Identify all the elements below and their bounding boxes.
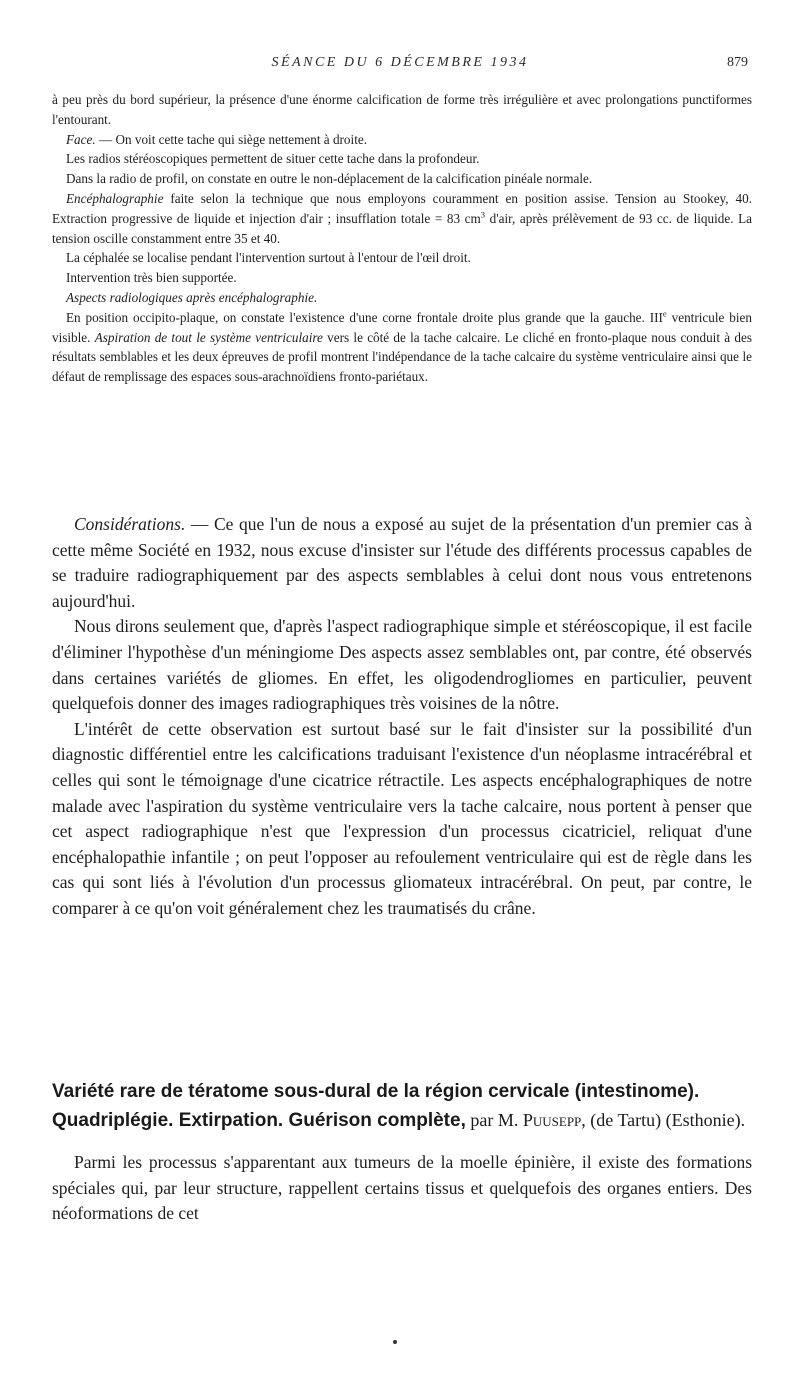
paragraph xyxy=(52,512,752,614)
paragraph: Parmi les processus s'apparentant aux tumeurs de la moelle épinière, il existe des formations spéciales qui, par leur structure, rappellent certains tissus et quelquefois des organes entiers. Des néoformations de cet xyxy=(52,1152,752,1224)
paragraph: Les radios stéréoscopiques permettent de situer cette tache dans la profondeur. xyxy=(66,151,480,167)
paragraph: Intervention très bien supportée. xyxy=(66,270,237,286)
paragraph-text: — Ce que l'un de nous a exposé au sujet de la présentation d'un premier cas à cette même Société en 1932, nous excuse d'insister sur l'étude des différents processus capables de se traduire radiographiquement par des aspects semblables à celui dont nous vous entretenons aujourd'hui. xyxy=(52,514,752,611)
paragraph-text: ventricule bien visible. xyxy=(52,309,752,345)
paragraph-text: faite selon la technique que nous employons couramment en position assise. Tension au Stookey, 40. Extraction progressive de liquide et injection d'air ; insufflation totale = 83 cm xyxy=(52,190,752,226)
running-title: SÉANCE DU 6 DÉCEMBRE 1934 xyxy=(271,55,529,70)
page-header xyxy=(0,55,800,79)
paragraph xyxy=(52,189,752,248)
superscript: e xyxy=(662,308,667,319)
title-text: Variété rare de tératome sous-dural de la région cervicale (intestinome). Quadriplégie. Extirpation. Guérison complète, xyxy=(52,1081,700,1131)
emphasis: Aspiration de tout le système ventriculaire xyxy=(94,329,323,345)
paragraph: à peu près du bord supérieur, la présence d'une énorme calcification de forme très irrégulière et avec prolongations punctiformes l'entourant. xyxy=(52,92,752,127)
paragraph: L'intérêt de cette observation est surtout basé sur le fait d'insister sur la possibilité d'un diagnostic différentiel entre les calcifications traduisant l'existence d'un néoplasme intracérébral et celles qui sont le témoignage d'une cicatrice rétractile. Les aspects encéphalographiques de notre malade avec l'aspiration du système ventriculaire vers la tache calcaire, nous portent à penser que cet aspect radiographique n'est que l'expression d'un processus cicatriciel, reliquat d'une encéphalopathie infantile ; on peut l'opposer au refoulement ventriculaire qui est de règle dans les cas qui sont liés à l'évolution d'un processus gliomateux intracérébral. On peut, par contre, le comparer à ce qu'on voit généralement chez les traumatisés du crâne. xyxy=(52,718,752,918)
author-prefix: par M. xyxy=(465,1110,523,1130)
article-title xyxy=(52,1078,752,1135)
paragraph-label: Considérations. xyxy=(74,514,186,534)
considerations-section xyxy=(52,512,752,922)
paragraph: La céphalée se localise pendant l'intervention surtout à l'entour de l'œil droit. xyxy=(66,250,471,266)
paragraph xyxy=(52,130,752,150)
author-affiliation: , (de Tartu) (Esthonie). xyxy=(581,1110,746,1130)
paragraph-text: vers le côté de la tache calcaire. Le cliché en fronto-plaque nous conduit à des résultats semblables et les deux épreuves de profil montrent l'indépendance de la tache calcaire du système ventriculaire ainsi que le défaut de remplissage des espaces sous-arachnoïdiens fronto-pariétaux. xyxy=(52,329,752,385)
superscript: 3 xyxy=(480,209,486,220)
page-number: 879 xyxy=(727,55,748,70)
paragraph-text: En position occipito-plaque, on constate l'existence d'une corne frontale droite plus grande que la gauche. III xyxy=(66,309,663,325)
paragraph-text: — On voit cette tache qui siège nettement à droite. xyxy=(95,131,368,147)
case-report-details xyxy=(52,90,752,387)
author-name: Puusepp xyxy=(522,1110,582,1130)
section-heading: Aspects radiologiques après encéphalographie. xyxy=(66,289,318,305)
paragraph-label: Encéphalographie xyxy=(66,190,164,206)
paragraph xyxy=(52,288,752,308)
paragraph-text: d'air, après prélèvement de 93 cc. de liquide. La tension oscille constamment entre 35 et 40. xyxy=(52,210,752,246)
article-body xyxy=(52,1150,752,1227)
paragraph: Nous dirons seulement que, d'après l'aspect radiographique simple et stéréoscopique, il est facile d'éliminer l'hypothèse d'un méningiome Des aspects assez semblables ont, par contre, été observés dans certaines variétés de gliomes. En effet, les oligodendrogliomes en particulier, peuvent quelquefois donner des images radiographiques très voisines de la nôtre. xyxy=(52,616,752,714)
paragraph: Dans la radio de profil, on constate en outre le non-déplacement de la calcification pinéale normale. xyxy=(66,171,593,187)
paragraph-label: Face. xyxy=(66,131,96,147)
paragraph xyxy=(52,308,752,387)
ink-speck xyxy=(393,1340,397,1344)
